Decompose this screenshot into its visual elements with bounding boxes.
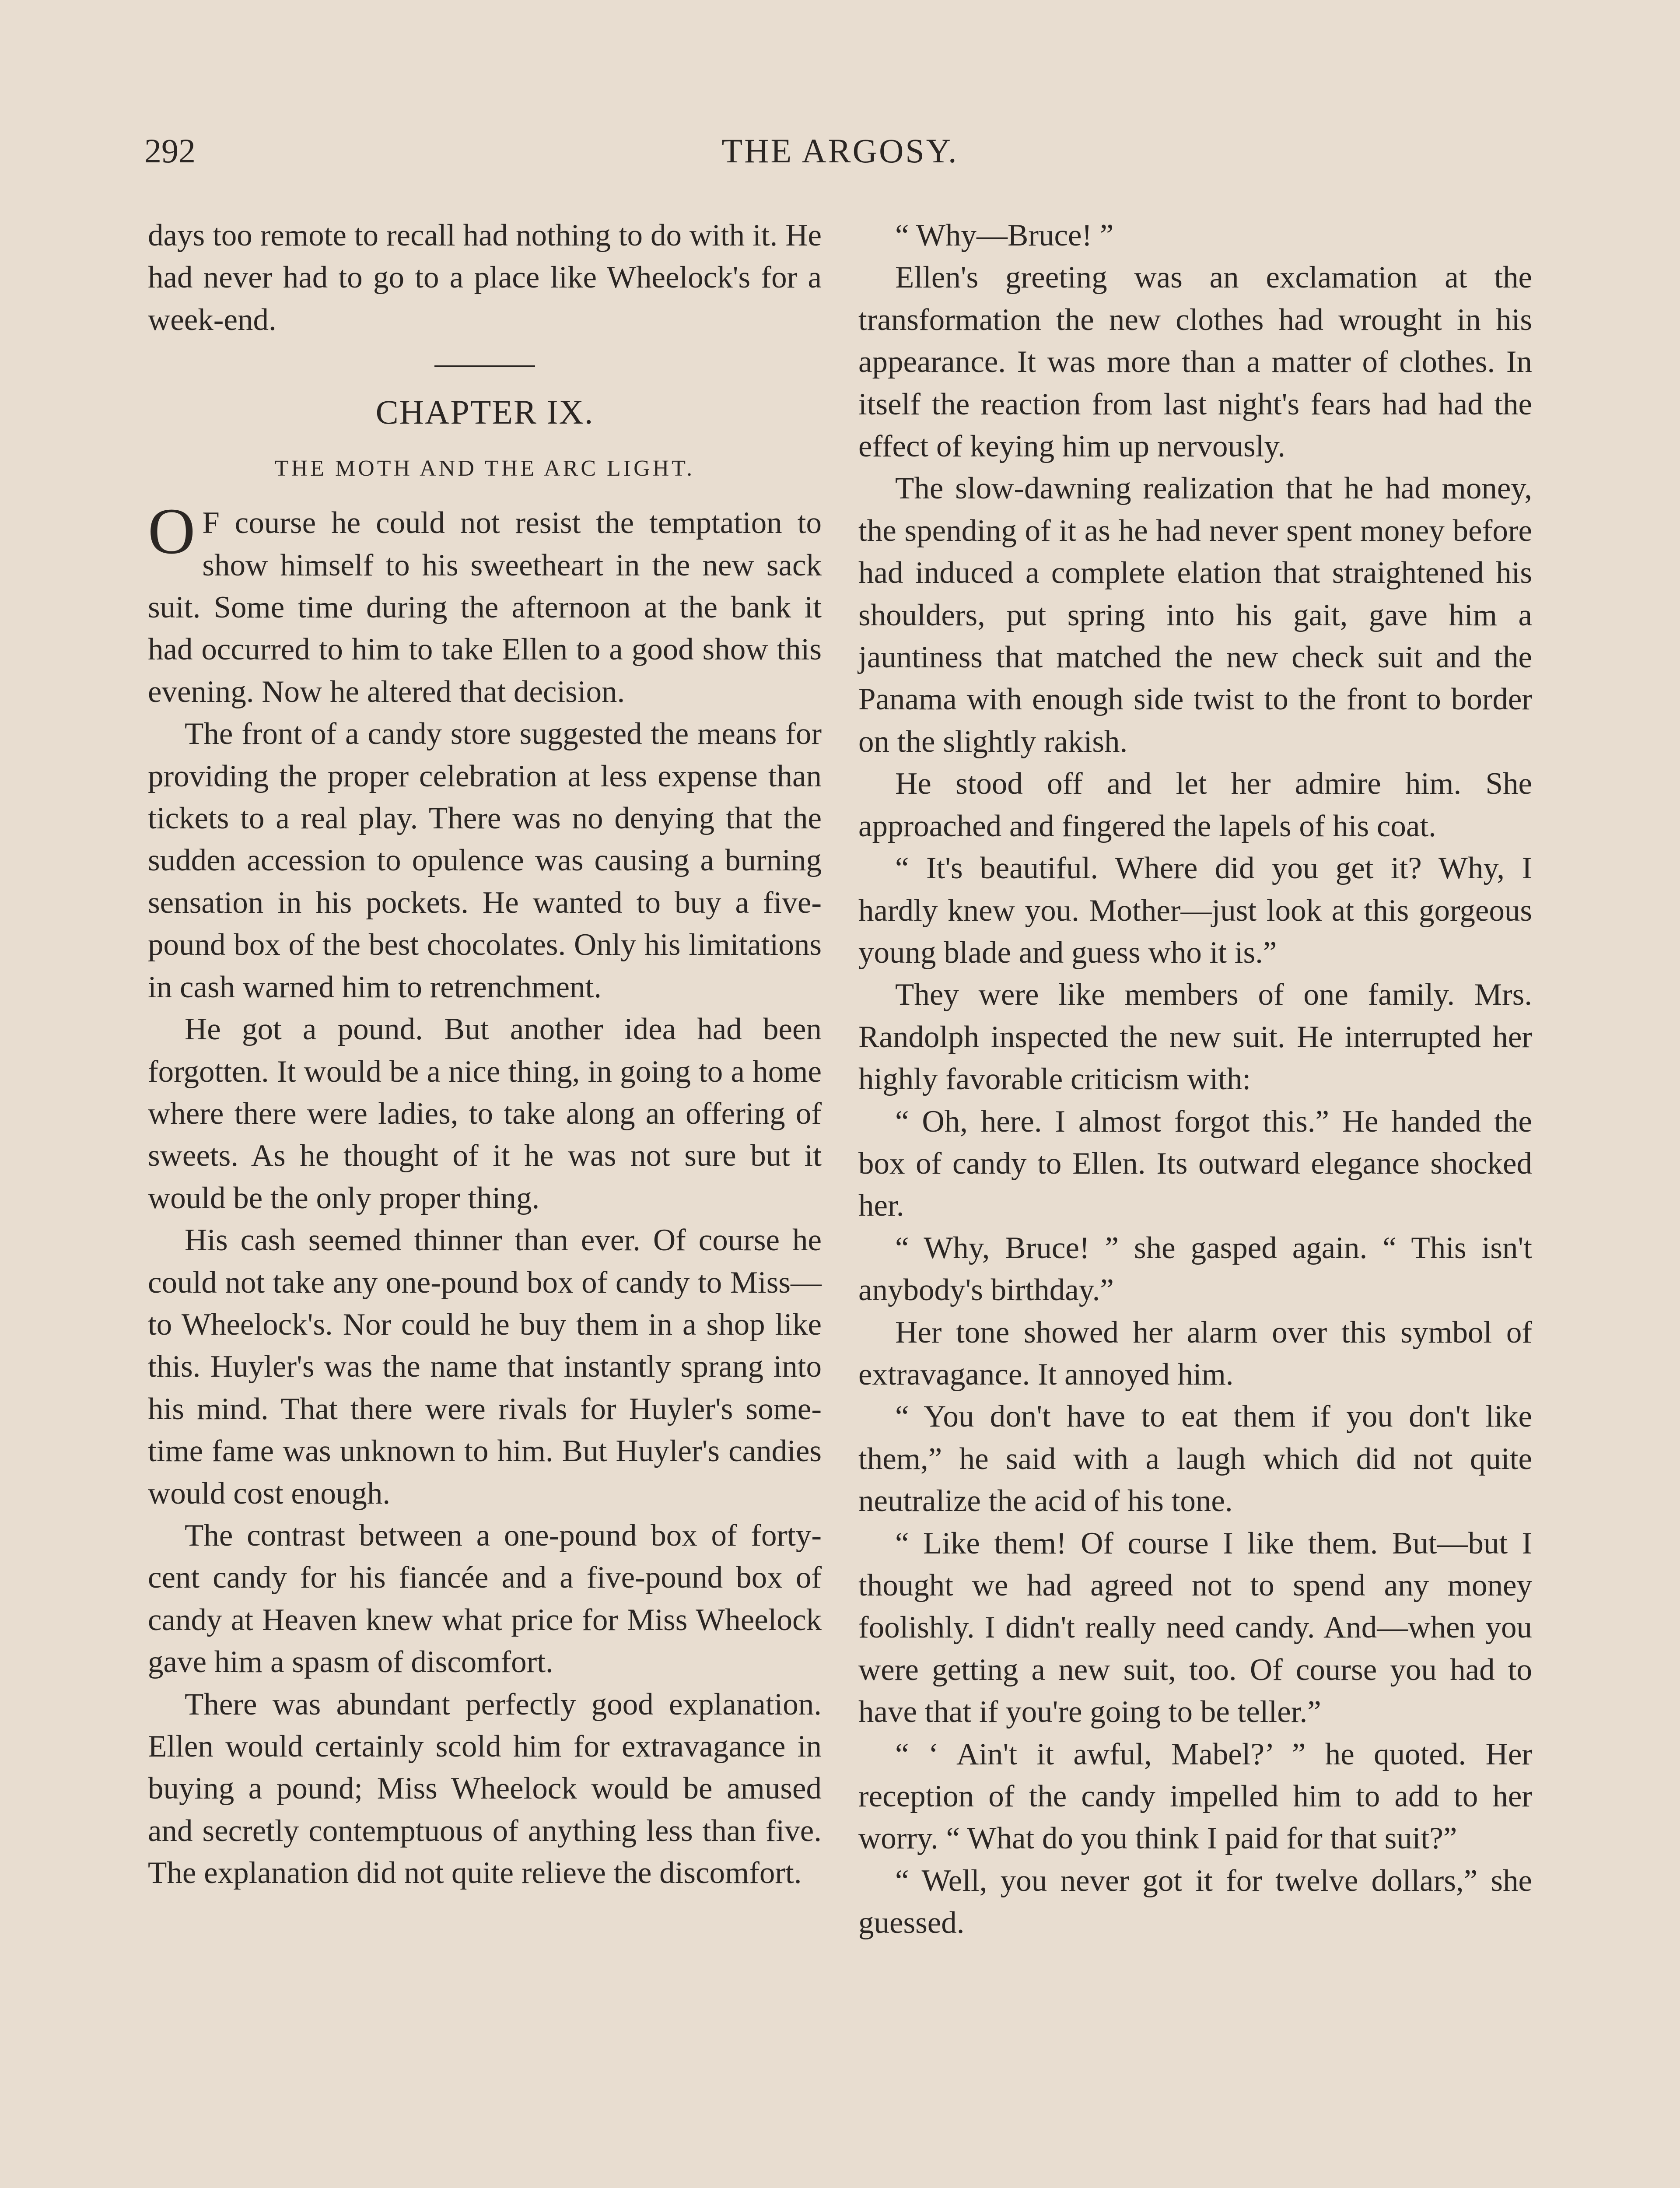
paragraph: The slow-dawning realization that he had money, the spending of it as he had never spent money before had induced a complete elation that straightened his shoulders, put spring into his gait, gave him a jauntiness that matched the new check suit and the Panama with enough side twist to the front to border on the slightly rakish. xyxy=(858,471,1532,759)
paragraph: There was abundant perfectly good explanation. Ellen would certainly scold him for extravagance in buying a pound; Miss Wheelock would be amused and secretly contemptuous of anything less than five. The explanation did not quite relieve the discomfort. xyxy=(148,1687,822,1890)
paragraph: Ellen's greeting was an exclamation at the transformation the new clothes had wrought in his appearance. It was more than a matter of clothes. In itself the reaction from last night's fears had had the effect of keying him up nervously. xyxy=(858,260,1532,464)
drop-cap: O xyxy=(148,495,196,568)
paragraph: days too remote to recall had nothing to do with it. He had never had to go to a place like Wheelock's for a week-end. xyxy=(148,218,822,337)
right-column xyxy=(858,214,1532,1944)
page-header xyxy=(144,131,1536,179)
opening-paragraph-text: F course he could not resist the temptation to show himself to his sweetheart in the new sack suit. Some time during the afternoon at the bank it had occurred to him to take Ellen to a good show this evening. Now he altered that decision. xyxy=(148,506,822,709)
chapter-heading: CHAPTER IX. xyxy=(375,393,594,431)
paragraph: “ Why, Bruce! ” she gasped again. “ This isn't anybody's birthday.” xyxy=(858,1231,1532,1308)
paragraph: The front of a candy store suggested the means for providing the proper celebration at less expense than tickets to a real play. There was no denying that the sudden accession to opulence was causing a burning sensation in his pockets. He wanted to buy a five-pound box of the best chocolates. Only his limitations in cash warned him to retrenchment. xyxy=(148,717,822,1004)
paragraph: He stood off and let her admire him. She approached and fingered the lapels of his coat. xyxy=(858,767,1532,843)
page-number: 292 xyxy=(144,132,196,170)
paragraph: “ Why—Bruce! ” xyxy=(895,218,1114,252)
paragraph: “ Well, you never got it for twelve dollars,” she guessed. xyxy=(858,1863,1532,1940)
paragraph: “ Oh, here. I almost forgot this.” He handed the box of candy to Ellen. Its outward elegance shocked her. xyxy=(858,1104,1532,1223)
paragraph: He got a pound. But another idea had been forgotten. It would be a nice thing, in going to a home where there were ladies, to take along an offering of sweets. As he thought of it he was not sure but it would be the only proper thing. xyxy=(148,1012,822,1215)
section-divider xyxy=(434,365,535,367)
opening-paragraph xyxy=(148,495,822,713)
paragraph: The contrast between a one-pound box of forty-cent candy for his fiancée and a five-pound box of candy at Heaven knew what price for Miss Wheelock gave him a spasm of discomfort. xyxy=(148,1518,822,1680)
paragraph: “ ‘ Ain't it awful, Mabel?’ ” he quoted. Her reception of the candy impelled him to add to her worry. “ What do you think I paid for that suit?” xyxy=(858,1737,1532,1856)
left-column xyxy=(148,214,822,1894)
paragraph: “ You don't have to eat them if you don't like them,” he said with a laugh which did not quite neutralize the acid of his tone. xyxy=(858,1399,1532,1518)
paragraph: They were like members of one family. Mrs. Randolph inspected the new suit. He interrupted her highly favorable criticism with: xyxy=(858,978,1532,1097)
paragraph: “ It's beautiful. Where did you get it? Why, I hardly knew you. Mother—just look at this gorgeous young blade and guess who it is.” xyxy=(858,851,1532,970)
chapter-title: THE MOTH AND THE ARC LIGHT. xyxy=(274,456,695,481)
running-title: THE ARGOSY. xyxy=(721,132,959,170)
paragraph: His cash seemed thinner than ever. Of course he could not take any one-pound box of candy to Miss—to Wheelock's. Nor could he buy them in a shop like this. Huyler's was the name that instantly sprang into his mind. That there were rivals for Huyler's some-time fame was unknown to him. But Huyler's candies would cost enough. xyxy=(148,1223,822,1511)
paragraph: Her tone showed her alarm over this symbol of extravagance. It annoyed him. xyxy=(858,1315,1532,1392)
paragraph: “ Like them! Of course I like them. But—but I thought we had agreed not to spend any money foolishly. I didn't really need candy. And—when you were getting a new suit, too. Of course you had to have that if you're going to be teller.” xyxy=(858,1526,1532,1729)
